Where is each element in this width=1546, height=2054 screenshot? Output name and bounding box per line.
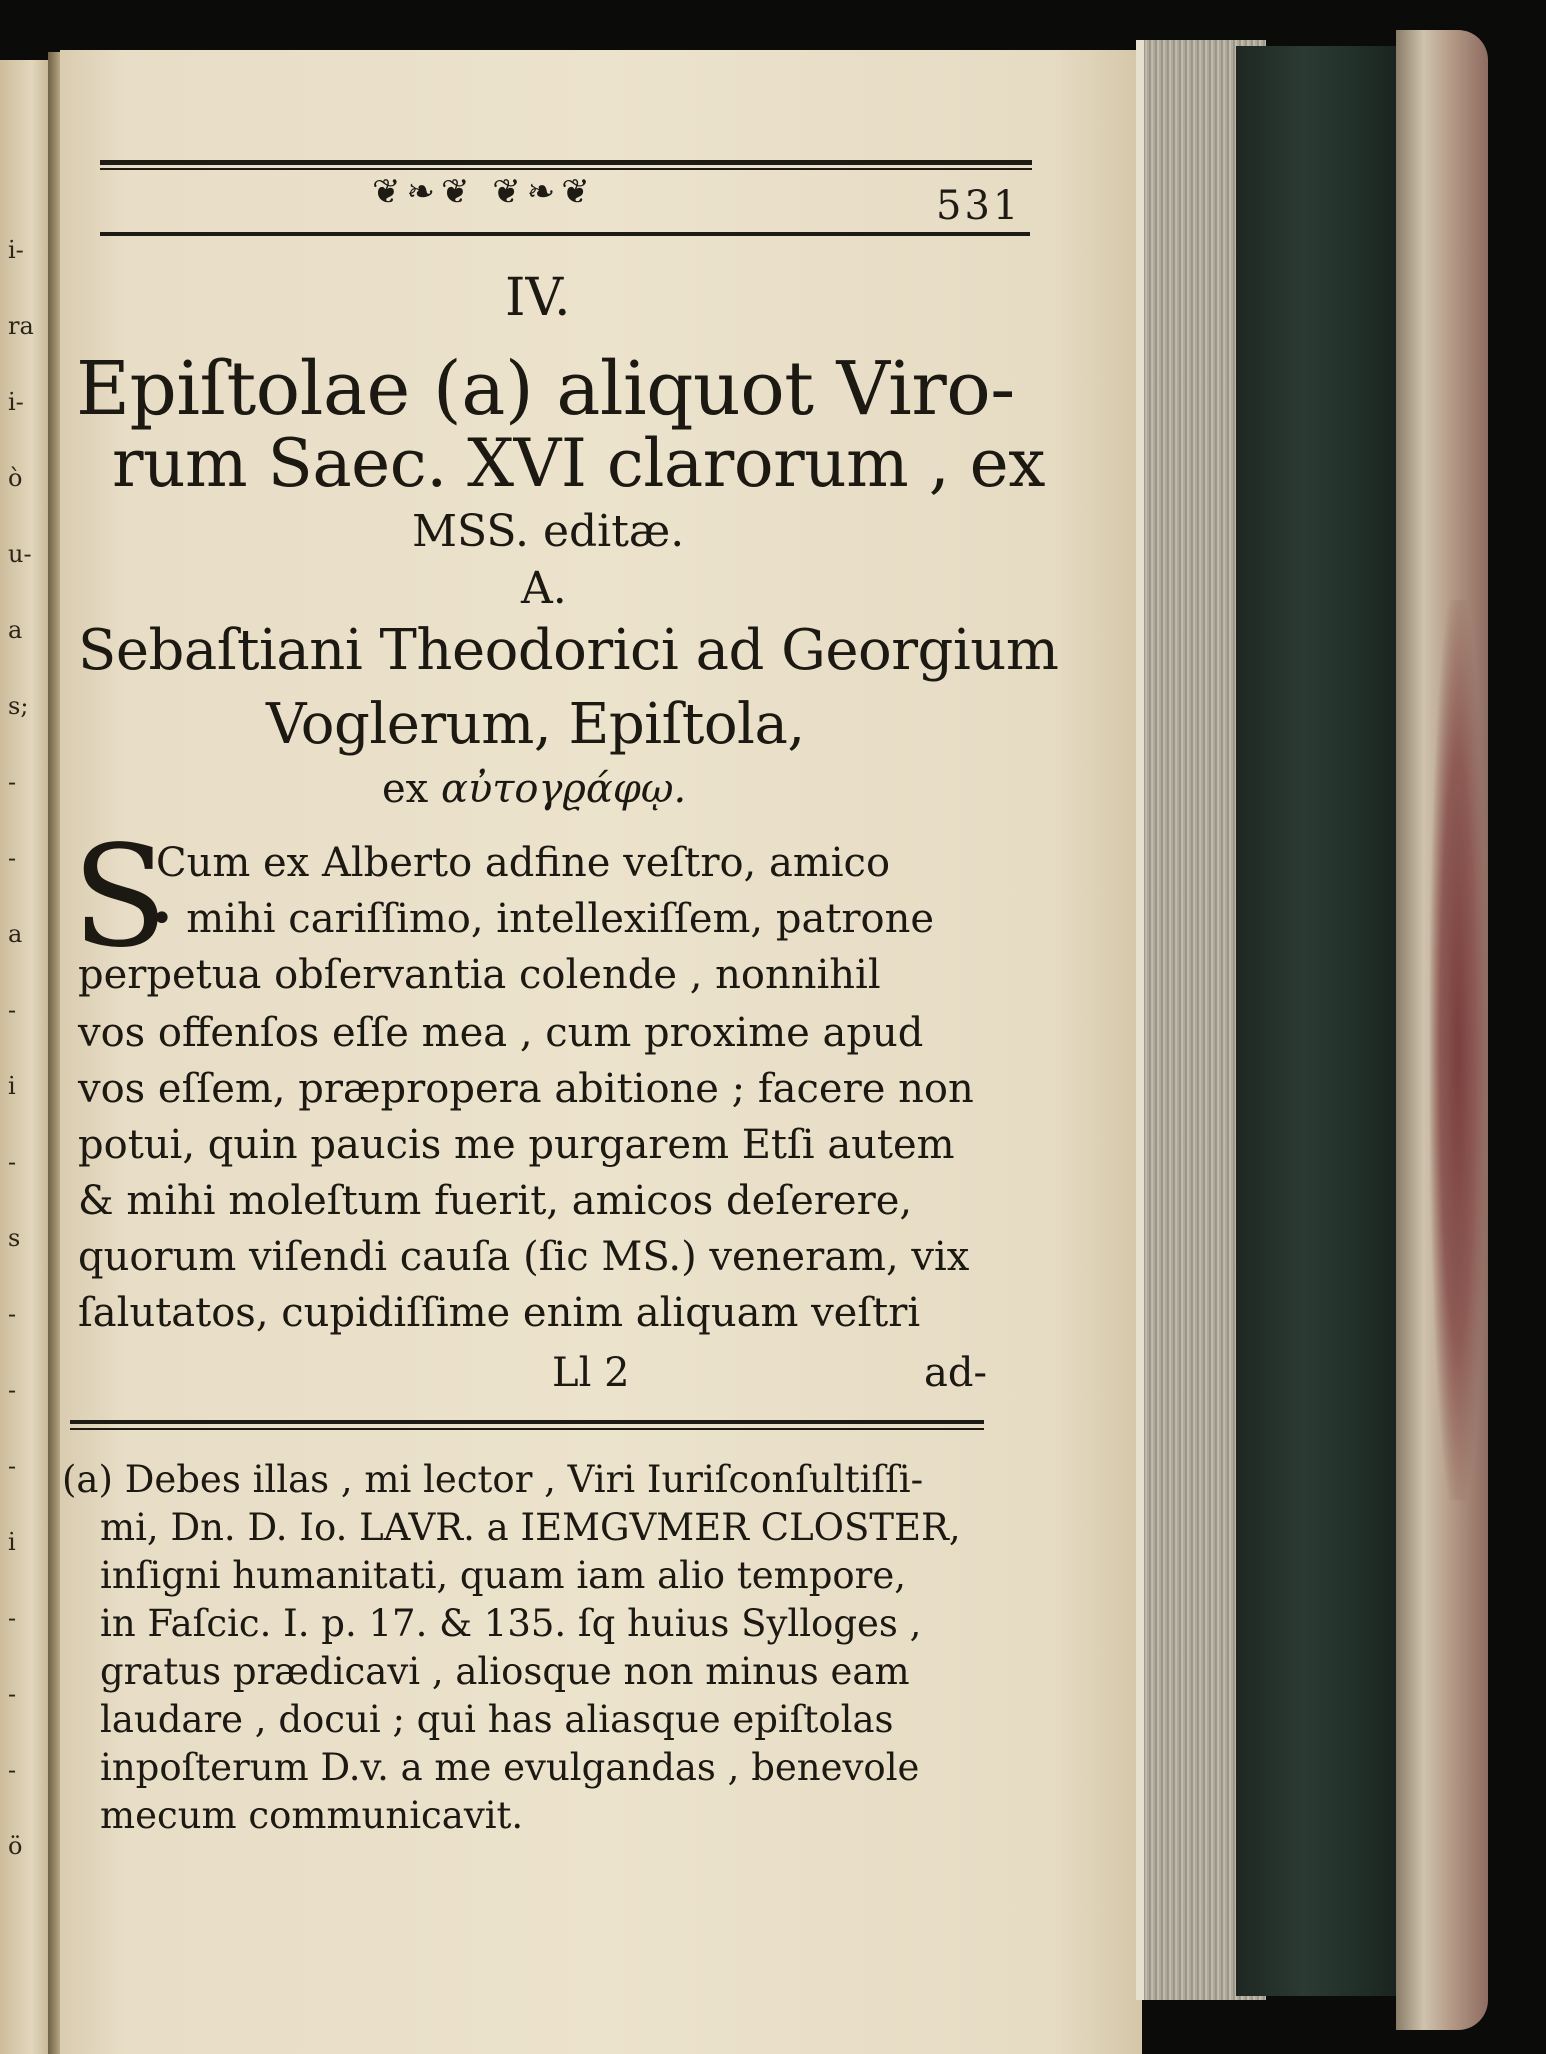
body-line: ſalutatos, cupidiſſime enim aliquam veſtri	[78, 1290, 921, 1336]
body-line: quorum viſendi cauſa (ſic MS.) veneram, vix	[78, 1234, 970, 1280]
left-margin-fragment: -	[8, 1376, 17, 1404]
body-line: perpetua obſervantia colende , nonnihil	[78, 952, 881, 998]
body-line: • mihi cariſſimo, intellexiſſem, patrone	[150, 896, 935, 942]
heading-line-2: rum Saec. XVI clarorum , ex	[112, 425, 1045, 502]
left-margin-fragment: a	[8, 616, 23, 644]
left-margin-fragment: a	[8, 920, 23, 948]
catchword: ad-	[924, 1350, 987, 1396]
header-rule-top-thin	[100, 168, 1032, 170]
footnote-line: (a) Debes illas , mi lector , Viri Iuriſconſultiſſi-	[62, 1458, 924, 1501]
left-margin-fragment: u-	[8, 540, 32, 568]
left-margin-fragment: -	[8, 996, 17, 1024]
left-margin-fragment: s;	[8, 692, 29, 720]
heading-line-3: MSS. editæ.	[412, 506, 685, 557]
body-line: Cum ex Alberto adfine veſtro, amico	[156, 840, 891, 886]
footnote-line: inſigni humanitati, quam iam alio tempore,	[100, 1554, 906, 1597]
page-number: 531	[936, 183, 1022, 229]
footnote-rule-thin	[70, 1428, 984, 1430]
footnote-line: inpoſterum D.v. a me evulgandas , benevole	[100, 1746, 920, 1789]
page-edge-highlight	[1136, 40, 1144, 2000]
left-margin-fragment: -	[8, 1452, 17, 1480]
footnote-rule	[70, 1420, 984, 1424]
left-margin-fragment: -	[8, 1300, 17, 1328]
left-margin-fragment: -	[8, 1756, 17, 1784]
body-line: vos eſſem, præpropera abitione ; facere non	[78, 1066, 974, 1112]
left-margin-fragment: -	[8, 768, 17, 796]
footnote-line: mecum communicavit.	[100, 1794, 524, 1837]
left-margin-fragment: s	[8, 1224, 21, 1252]
footnote-line: gratus prædicavi , aliosque non minus eam	[100, 1650, 910, 1693]
left-margin-fragment: i-	[8, 236, 24, 264]
drop-cap: S	[72, 816, 168, 979]
header-ornament: ❦❧❦ ❦❧❦	[372, 172, 596, 212]
left-margin-fragment: -	[8, 1148, 17, 1176]
section-number: IV.	[505, 268, 571, 328]
header-rule-top	[100, 160, 1032, 165]
letter-title-line-1: Sebaſtiani Theodorici ad Georgium	[78, 618, 1059, 683]
left-margin-fragment: i	[8, 1072, 16, 1100]
body-line: potui, quin paucis me purgarem Etſi autem	[78, 1122, 955, 1168]
left-margin-fragment: -	[8, 844, 17, 872]
body-line: vos offenſos eſſe mea , cum proxime apud	[78, 1010, 924, 1056]
cover-stain	[1430, 600, 1486, 1500]
left-margin-fragment: -	[8, 1604, 17, 1632]
footnote-line: in Faſcic. I. p. 17. & 135. ſq huius Sylloges ,	[100, 1602, 922, 1645]
body-line: & mihi moleſtum fuerit, amicos deſerere,	[78, 1178, 913, 1224]
heading-line-1: Epiſtolae (a) aliquot Viro-	[76, 346, 1015, 432]
header-rule-bottom	[100, 232, 1030, 236]
left-margin-fragment: ra	[8, 312, 34, 340]
left-margin-fragment: ò	[8, 464, 23, 492]
page-edges-shadow	[1236, 46, 1406, 1996]
letter-source	[382, 766, 686, 812]
signature-mark: Ll 2	[552, 1350, 630, 1396]
letter-source-ex: ex	[382, 766, 429, 812]
left-margin-fragment: -	[8, 1680, 17, 1708]
letter-source-greek: αὐτογϱάφῳ.	[440, 766, 687, 812]
footnote-line: laudare , docui ; qui has aliasque epiſtolas	[100, 1698, 894, 1741]
left-margin-fragment: i	[8, 1528, 16, 1556]
left-margin-fragment: ö	[8, 1832, 23, 1860]
letter-title-line-2: Voglerum, Epiſtola,	[266, 692, 805, 757]
footnote-line: mi, Dn. D. Io. LAVR. a IEMGVMER CLOSTER,	[100, 1506, 961, 1549]
section-letter: A.	[521, 563, 567, 614]
left-margin-fragment: i-	[8, 388, 24, 416]
